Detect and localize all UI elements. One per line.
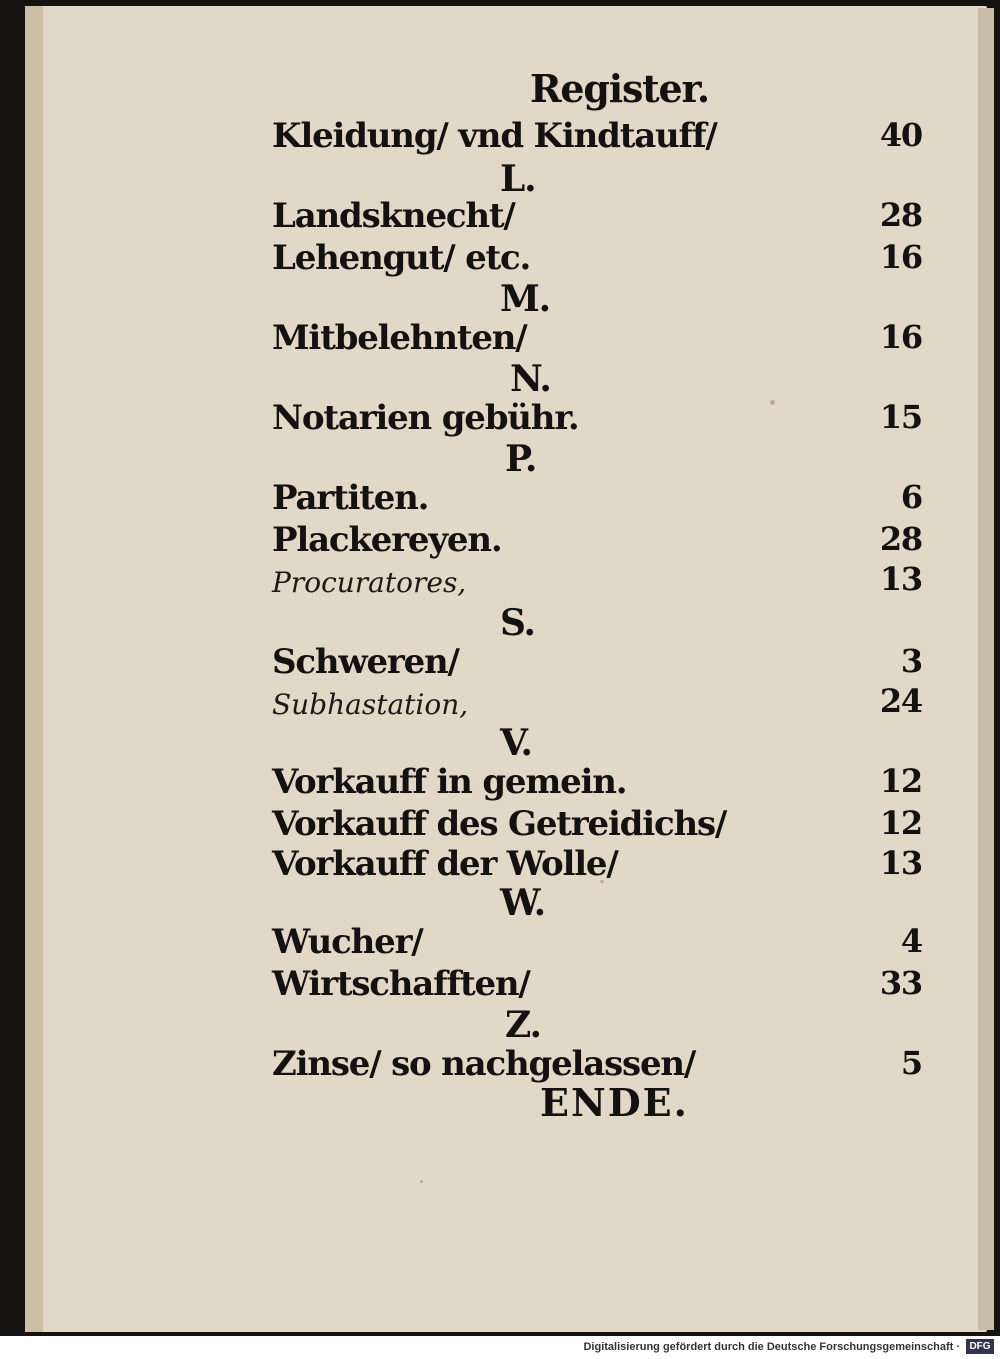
page-edge (978, 8, 994, 1330)
register-entry (272, 520, 922, 564)
register-entry (272, 922, 922, 966)
register-entry (272, 318, 922, 362)
entry-label: Vorkauff der Wolle/ (272, 844, 618, 884)
section-letter: L. (500, 158, 536, 200)
entry-label: Partiten. (272, 478, 429, 518)
entry-page-number: 40 (879, 116, 922, 154)
entry-page-number: 4 (900, 922, 922, 960)
entry-page-number: 16 (879, 238, 922, 276)
entry-label: Notarien gebühr. (272, 398, 579, 438)
section-letter: W. (500, 882, 545, 924)
entry-label: Plackereyen. (272, 520, 502, 560)
entry-page-number: 13 (879, 844, 922, 882)
register-entry (272, 116, 922, 160)
entry-label: Wirtschafften/ (272, 964, 530, 1004)
entry-label: Zinse/ so nachgelassen/ (272, 1044, 696, 1084)
entry-label: Lehengut/ etc. (272, 238, 531, 278)
register-entry (272, 238, 922, 282)
section-letter: M. (500, 278, 550, 320)
register-title: Register. (530, 66, 709, 111)
entry-page-number: 24 (879, 682, 922, 720)
entry-page-number: 33 (879, 964, 922, 1002)
entry-page-number: 12 (879, 762, 922, 800)
entry-page-number: 28 (879, 520, 922, 558)
section-letter: S. (500, 602, 535, 644)
section-letter: P. (505, 438, 537, 480)
entry-page-number: 3 (900, 642, 922, 680)
section-letter: N. (510, 358, 551, 400)
entry-page-number: 28 (879, 196, 922, 234)
register-entry (272, 762, 922, 806)
entry-page-number: 15 (879, 398, 922, 436)
dfg-logo-icon: DFG (966, 1339, 994, 1354)
footer-bar (0, 1336, 1000, 1359)
paper-speck (420, 1180, 423, 1183)
entry-label: Kleidung/ vnd Kindtauff/ (272, 116, 717, 156)
register-entry (272, 844, 922, 888)
entry-page-number: 13 (879, 560, 922, 598)
register-entry (272, 804, 922, 848)
entry-page-number: 5 (900, 1044, 922, 1082)
register-entry (272, 398, 922, 442)
register-entry (272, 196, 922, 240)
funding-credit: Digitalisierung gefördert durch die Deutsche Forschungsgemeinschaft · (583, 1341, 960, 1353)
end-mark: ENDE. (540, 1080, 689, 1125)
entry-label: Wucher/ (272, 922, 423, 962)
entry-label: Schweren/ (272, 642, 459, 682)
register-entry (272, 642, 922, 686)
register-entry (272, 478, 922, 522)
entry-label: Landsknecht/ (272, 196, 515, 236)
entry-label: Subhastation, (272, 688, 469, 721)
entry-page-number: 16 (879, 318, 922, 356)
entry-page-number: 6 (900, 478, 922, 516)
entry-label: Vorkauff in gemein. (272, 762, 627, 802)
register-entry (272, 682, 922, 726)
section-letter: Z. (505, 1004, 541, 1046)
entry-label: Vorkauff des Getreidichs/ (272, 804, 727, 844)
register-entry (272, 964, 922, 1008)
entry-page-number: 12 (879, 804, 922, 842)
entry-label: Procuratores, (272, 566, 467, 599)
page-fold-shadow (25, 6, 43, 1332)
section-letter: V. (500, 722, 532, 764)
entry-label: Mitbelehnten/ (272, 318, 527, 358)
register-entry (272, 560, 922, 604)
